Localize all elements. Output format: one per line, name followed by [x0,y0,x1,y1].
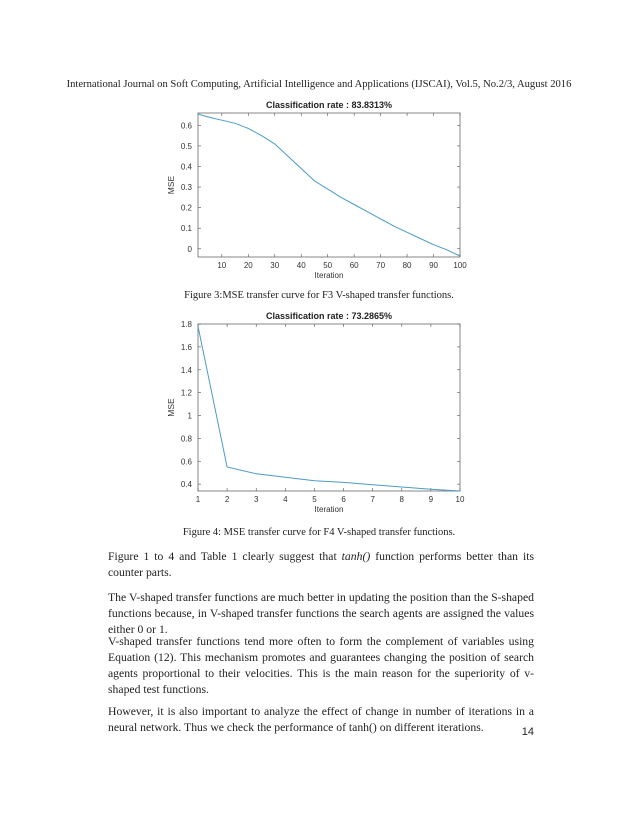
paragraph-3: V-shaped transfer functions tend more often to form the complement of variables using Equation (12). This mechanism promotes and guarantees changing the position of search agents proportional to their velocities. This is the main reason for the superiority of v-shaped test functions. [108,635,534,696]
fig4-title: Classification rate : 73.2865% [265,311,393,321]
fig3-axes-frame [198,113,460,257]
fig4-xtick-label: 5 [312,495,317,504]
fig4-ytick-label: 1.6 [180,342,192,352]
paragraph-1-start: Figure 1 to 4 and Table 1 clearly suggest that [108,550,342,563]
fig3-ytick-label: 0 [187,244,192,254]
fig3-xtick-label: 60 [349,261,359,270]
fig4-ylabel: MSE [166,398,176,417]
page-number: 14 [521,726,534,738]
figure-3-chart [160,100,480,280]
fig3-xtick-label: 40 [296,261,306,270]
fig4-series-line [198,326,460,491]
fig4-ytick-label: 1.4 [180,365,192,375]
running-header: International Journal on Soft Computing, Artificial Intelligence and Applications (IJSCAI), Vol.5, No.2/3, August 2016 [66,79,572,90]
fig3-ytick-label: 0.4 [180,162,192,172]
figure-4-chart [160,310,480,520]
fig4-xtick-label: 3 [253,495,259,504]
fig3-xtick-label: 80 [402,261,412,270]
fig3-xlabel: Iteration [314,271,344,280]
fig3-xtick-label: 10 [217,261,227,270]
fig4-ytick-label: 1 [187,411,192,421]
fig3-xtick-label: 70 [376,261,386,270]
paragraph-1-end: function performs better than its counter parts. [108,550,534,579]
fig3-xtick-label: 50 [323,261,333,270]
fig4-xtick-label: 2 [224,495,230,504]
fig3-ylabel: MSE [166,175,176,195]
fig4-ytick-label: 0.8 [180,434,192,444]
figure-3-caption: Figure 3:MSE transfer curve for F3 V-shaped transfer functions. [184,290,454,301]
fig4-xtick-label: 6 [341,495,346,504]
fig4-ytick-label: 0.6 [180,457,192,467]
fig3-xtick-label: 30 [270,261,280,270]
figure-4-caption: Figure 4: MSE transfer curve for F4 V-shaped transfer functions. [182,527,456,538]
fig4-ytick-label: 0.4 [180,480,192,490]
fig4-xtick-label: 1 [195,495,201,504]
fig3-xtick-label: 100 [453,261,467,270]
fig4-axes-frame [198,324,460,491]
fig3-ytick-label: 0.6 [180,121,192,131]
fig4-xtick-label: 7 [370,495,375,504]
paragraph-4: However, it is also important to analyze the effect of change in number of iterations in a neural network. Thus we check the performance of tanh() on different iterations. [108,705,534,734]
fig4-xtick-label: 10 [455,495,465,504]
fig3-title: Classification rate : 83.8313% [265,100,393,110]
fig3-ytick-label: 0.5 [180,141,192,151]
fig3-ytick-label: 0.3 [180,183,192,193]
fig3-xtick-label: 20 [243,261,253,270]
paragraph-1 [108,549,534,581]
fig3-ytick-label: 0.1 [180,224,192,234]
fig4-ytick-label: 1.8 [180,320,192,329]
paragraph-2: The V-shaped transfer functions are much better in updating the position than the S-shaped functions because, in V-shaped transfer functions the search agents are assigned the values either 0 or 1. [108,591,534,636]
fig4-xtick-label: 9 [428,495,434,504]
fig4-xtick-label: 4 [283,495,288,504]
fig3-xtick-label: 90 [429,261,438,270]
fig4-xtick-label: 8 [399,495,405,504]
figure-3-svg [160,100,480,280]
figure-4-svg [160,310,480,520]
fig3-series-line [198,114,460,256]
fig4-xlabel: Iteration [314,505,344,514]
fig4-ytick-label: 1.2 [180,388,192,398]
tanh-term: tanh() [341,550,371,563]
fig3-ytick-label: 0.2 [180,203,192,213]
